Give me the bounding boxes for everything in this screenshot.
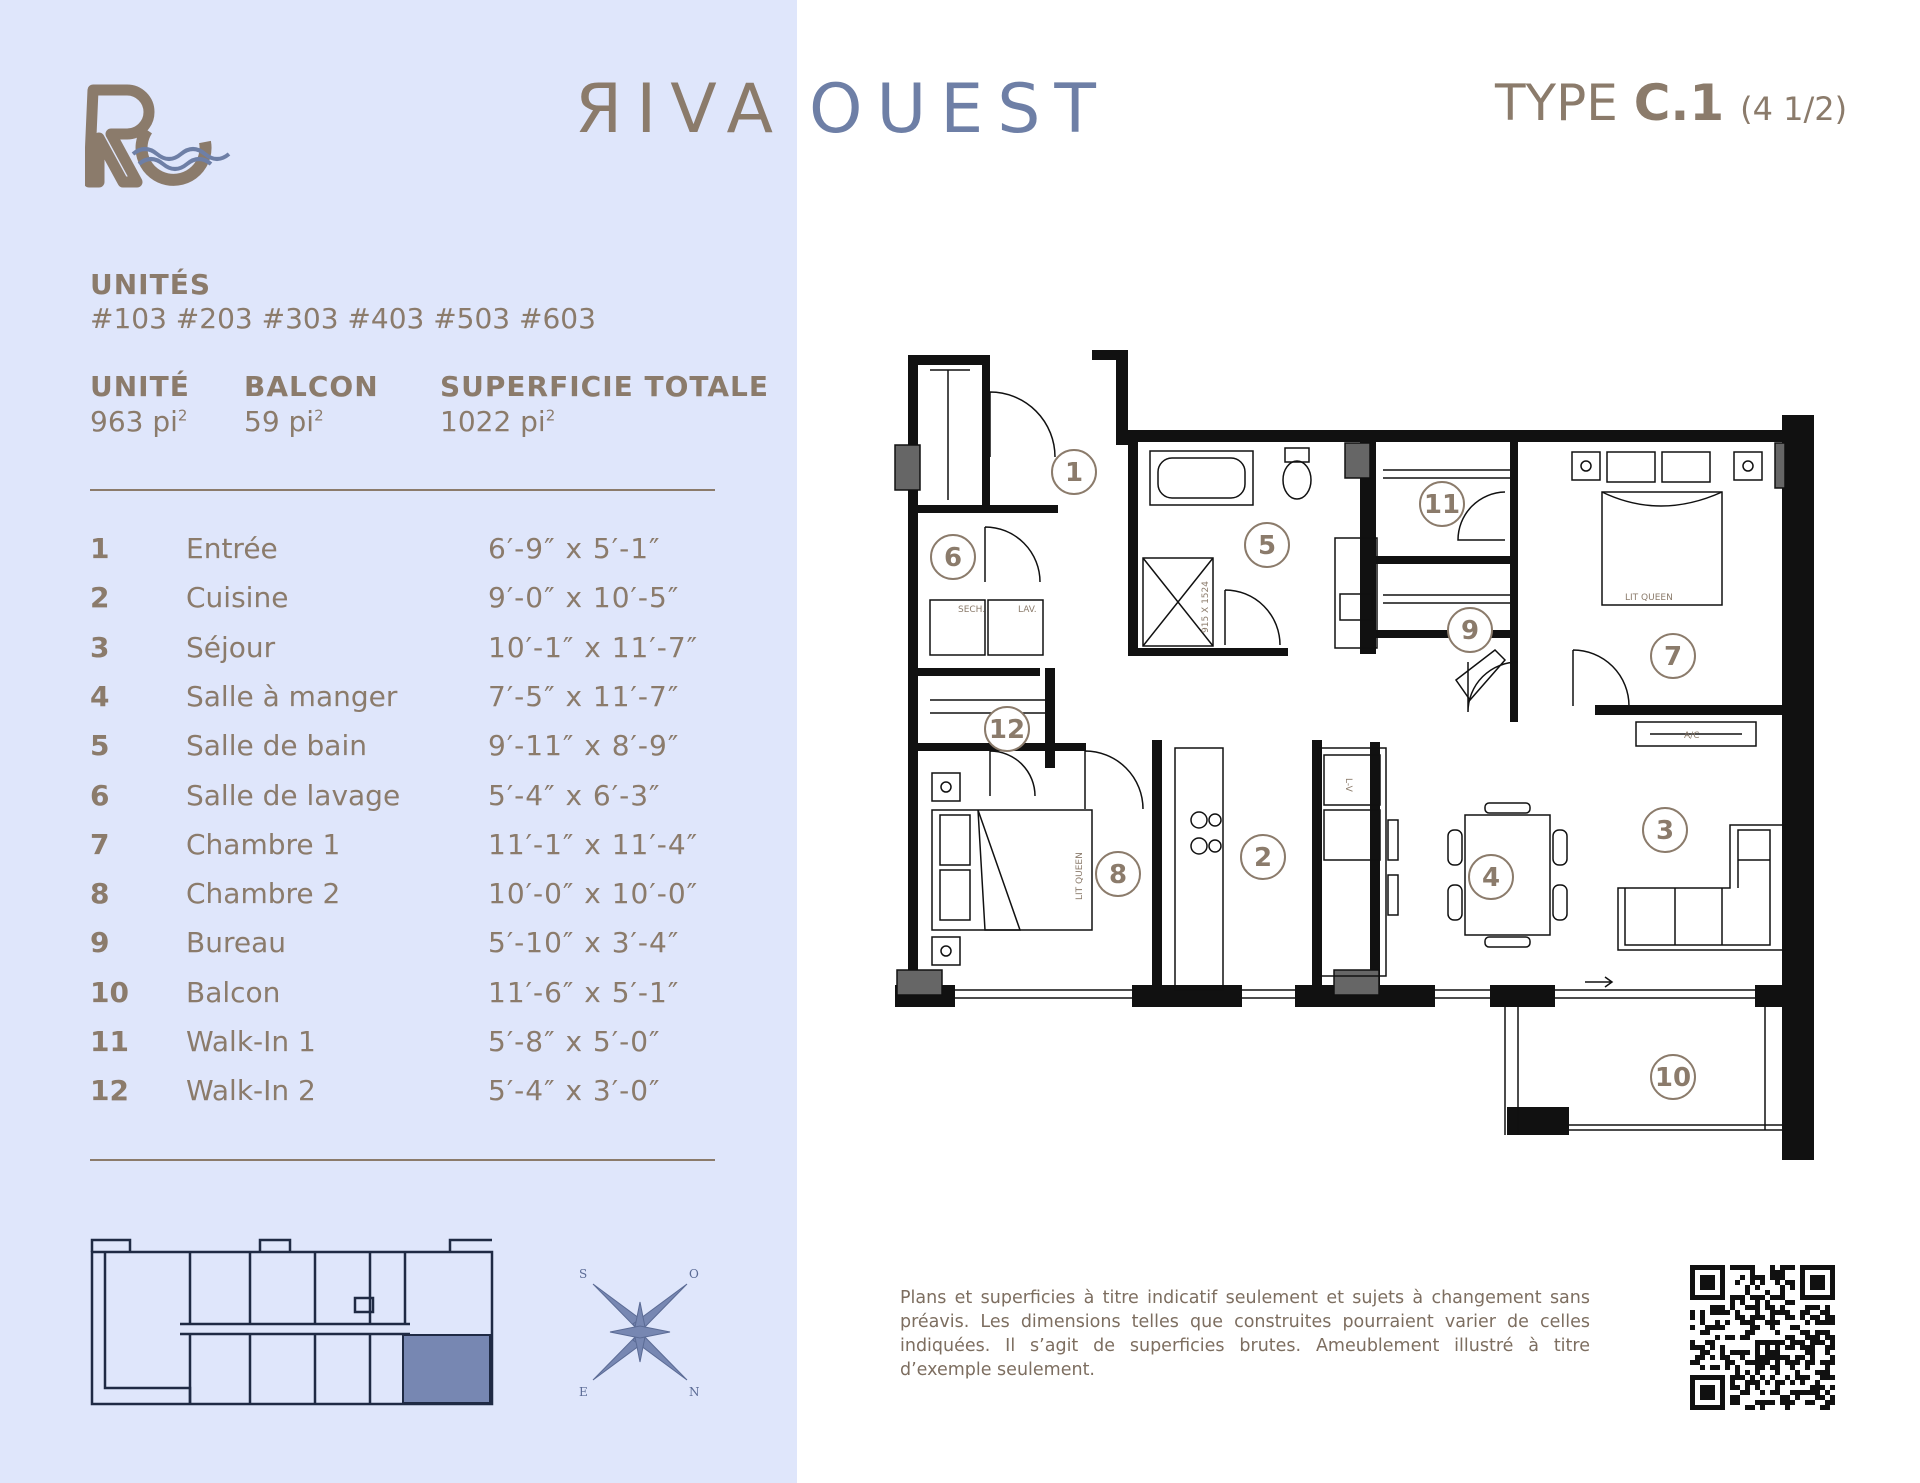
unit-type-title: [1495, 74, 1847, 132]
balcony-area-value: 59 $pi^2$: [244, 405, 324, 438]
type-code: C.1: [1633, 74, 1725, 132]
room-dim: 5′-10″ x 3′-4″: [488, 926, 680, 960]
brand-part-1: ЯIVA: [575, 70, 787, 149]
room-marker-number: 5: [1257, 531, 1277, 561]
room-marker-number: 3: [1655, 816, 1675, 846]
floor-plan: [885, 340, 1825, 1160]
room-name: Walk-In 1: [186, 1025, 316, 1058]
total-area-label: SUPERFICIE TOTALE: [440, 370, 769, 403]
room-name: Salle de bain: [186, 729, 367, 763]
room-name: Entrée: [186, 532, 278, 565]
room-marker-number: 2: [1253, 843, 1273, 873]
room-num: 10: [90, 975, 129, 1009]
room-num: 8: [90, 877, 110, 911]
room-num: 5: [90, 729, 110, 763]
room-name: Salle de lavage: [186, 778, 401, 812]
units-list: #103 #203 #303 #403 #503 #603: [90, 302, 596, 335]
brand-part-2: OUEST: [809, 70, 1110, 149]
shower-label: 915 X 1524: [1201, 581, 1211, 633]
unit-area-value: 963 $pi^2$: [90, 405, 188, 438]
bed-2-label: LIT QUEEN: [1075, 852, 1085, 900]
room-name: Walk-In 2: [186, 1074, 316, 1108]
room-name: Chambre 1: [186, 827, 341, 861]
room-marker-number: 1: [1064, 458, 1084, 488]
room-name: Balcon: [186, 975, 281, 1009]
room-dim: 7′-5″ x 11′-7″: [488, 679, 680, 713]
lv-label: L-V: [1343, 778, 1353, 792]
units-label: UNITÉS: [90, 268, 211, 301]
room-num: 11: [90, 1025, 129, 1058]
room-dim: 10′-1″ x 11′-7″: [488, 630, 699, 664]
type-rooms: (4 1/2): [1740, 90, 1848, 128]
room-num: 6: [90, 778, 110, 812]
room-dim: 11′-6″ x 5′-1″: [488, 975, 680, 1009]
room-marker-number: 12: [988, 715, 1026, 745]
bed-1-label: LIT QUEEN: [1625, 593, 1673, 603]
room-dim: 10′-0″ x 10′-0″: [488, 877, 699, 911]
brand-title: [575, 70, 1110, 149]
room-dim: 5′-8″ x 5′-0″: [488, 1025, 661, 1058]
room-name: Salle à manger: [186, 679, 398, 713]
room-num: 9: [90, 926, 110, 960]
washer-label: LAV.: [1018, 605, 1037, 615]
disclaimer: Plans et superficies à titre indicatif seulement et sujets à changement sans préavis. Les dimensions telles que construites pourraient varier de celles indiquées. Il s’agit de superficies brutes. Ameublement illustré à titre d’exemple seulement.: [900, 1288, 1590, 1380]
room-num: 4: [90, 679, 110, 713]
unit-area-label: UNITÉ: [90, 370, 190, 403]
compass-rose-icon: [575, 1262, 705, 1402]
building-key-plan: [90, 1238, 495, 1418]
room-marker-number: 10: [1654, 1063, 1692, 1093]
room-num: 7: [90, 827, 110, 861]
room-num: 3: [90, 630, 110, 664]
divider-bottom: [90, 1159, 715, 1161]
room-dim: 5′-4″ x 6′-3″: [488, 778, 661, 812]
room-dim: 5′-4″ x 3′-0″: [488, 1074, 661, 1108]
room-name: Bureau: [186, 926, 286, 960]
room-dim: 9′-0″ x 10′-5″: [488, 581, 680, 615]
balcony-area-label: BALCON: [244, 370, 379, 403]
room-num: 2: [90, 581, 110, 615]
room-name: Séjour: [186, 630, 276, 664]
room-marker-number: 6: [943, 543, 963, 573]
total-area-value: 1022 $pi^2$: [440, 405, 556, 438]
qr-code[interactable]: [1690, 1265, 1835, 1410]
room-marker-number: 11: [1423, 490, 1461, 520]
compass-s: S: [579, 1267, 588, 1281]
ac-label: A/C: [1684, 731, 1700, 741]
compass-e: E: [579, 1385, 588, 1399]
room-marker-number: 9: [1460, 616, 1480, 646]
room-name: Cuisine: [186, 581, 289, 615]
compass-n: N: [689, 1385, 700, 1399]
room-name: Chambre 2: [186, 877, 341, 911]
room-num: 12: [90, 1074, 129, 1108]
compass-o: O: [689, 1267, 699, 1281]
room-dim: 11′-1″ x 11′-4″: [488, 827, 699, 861]
riva-ouest-logo: [85, 82, 245, 200]
room-marker-number: 4: [1481, 863, 1501, 893]
type-prefix: TYPE: [1495, 74, 1618, 132]
room-dim: 6′-9″ x 5′-1″: [488, 532, 661, 565]
room-marker-number: 7: [1663, 642, 1683, 672]
room-marker-number: 8: [1108, 860, 1128, 890]
room-num: 1: [90, 532, 110, 565]
divider-top: [90, 489, 715, 491]
room-dim: 9′-11″ x 8′-9″: [488, 729, 680, 763]
dryer-label: SECH.: [958, 605, 986, 615]
